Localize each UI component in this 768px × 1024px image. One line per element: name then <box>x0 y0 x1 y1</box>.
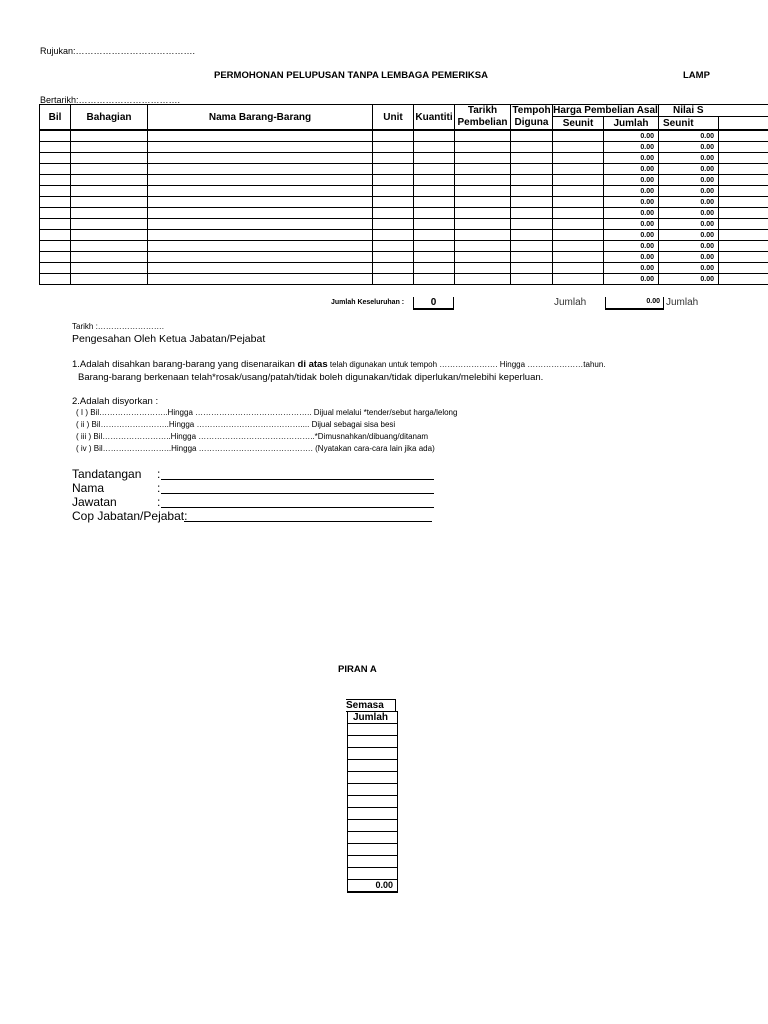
table-cell[interactable] <box>148 274 373 285</box>
table-cell[interactable] <box>148 263 373 274</box>
table-cell[interactable] <box>71 142 148 153</box>
table-cell[interactable] <box>511 175 553 186</box>
col-nama: Nama Barang-Barang <box>148 105 373 130</box>
table-row <box>40 252 768 263</box>
cell-seunit[interactable]: 0.00 <box>604 164 659 175</box>
table-cell[interactable] <box>414 208 455 219</box>
table-row <box>40 197 768 208</box>
table-row <box>348 796 398 808</box>
table-cell[interactable] <box>511 252 553 263</box>
table-cell[interactable] <box>71 131 148 142</box>
table-cell[interactable] <box>71 208 148 219</box>
table-cell[interactable] <box>455 241 511 252</box>
table-row <box>348 880 398 892</box>
table-cell[interactable] <box>373 153 414 164</box>
table-cell[interactable] <box>414 241 455 252</box>
table-cell[interactable] <box>553 186 604 197</box>
cell-jumlah[interactable]: 0.00 <box>659 175 719 186</box>
table-cell[interactable] <box>373 263 414 274</box>
cell-jumlah[interactable]: 0.00 <box>659 131 719 142</box>
cell-seunit[interactable]: 0.00 <box>604 219 659 230</box>
cell-jumlah[interactable]: 0.00 <box>659 230 719 241</box>
paragraph-1-line2: Barang-barang berkenaan telah*rosak/usang/patah/tidak boleh digunakan/tidak diperlukan/melebihi keperluan. <box>78 372 544 383</box>
table-cell[interactable] <box>148 241 373 252</box>
table-cell[interactable] <box>348 844 398 856</box>
col-nilai-seunit: Seunit <box>659 117 719 130</box>
table-cell[interactable] <box>511 230 553 241</box>
table-cell[interactable] <box>511 274 553 285</box>
table-cell[interactable] <box>71 219 148 230</box>
table-cell[interactable] <box>148 208 373 219</box>
col-harga-group: Harga Pembelian Asal <box>553 105 658 116</box>
table-cell[interactable] <box>455 263 511 274</box>
table-row <box>348 736 398 748</box>
table-cell[interactable] <box>719 197 768 208</box>
table-cell[interactable] <box>719 131 768 142</box>
table-cell[interactable] <box>553 175 604 186</box>
table-cell[interactable] <box>455 252 511 263</box>
cell-seunit[interactable]: 0.00 <box>604 131 659 142</box>
table-cell[interactable] <box>719 175 768 186</box>
table-cell[interactable] <box>40 274 71 285</box>
table-cell[interactable] <box>348 820 398 832</box>
table-row <box>40 164 768 175</box>
cell-jumlah[interactable]: 0.00 <box>659 208 719 219</box>
table-cell[interactable] <box>553 164 604 175</box>
table-cell[interactable] <box>348 784 398 796</box>
table-cell[interactable] <box>40 153 71 164</box>
kuantiti-total: 0 <box>413 297 454 310</box>
table-row <box>40 230 768 241</box>
table-cell[interactable] <box>148 164 373 175</box>
table-cell[interactable] <box>455 219 511 230</box>
table-cell[interactable] <box>148 252 373 263</box>
table-cell[interactable] <box>455 153 511 164</box>
table-cell[interactable] <box>455 230 511 241</box>
table-cell[interactable] <box>414 142 455 153</box>
table-cell[interactable] <box>455 274 511 285</box>
table-cell[interactable] <box>719 252 768 263</box>
table-cell[interactable] <box>348 868 398 880</box>
table-cell[interactable] <box>719 208 768 219</box>
cell-jumlah[interactable]: 0.00 <box>659 153 719 164</box>
jumlah-label-2: Jumlah <box>666 297 699 308</box>
table-cell[interactable] <box>71 241 148 252</box>
table-cell[interactable] <box>348 796 398 808</box>
table-cell[interactable] <box>553 197 604 208</box>
table-cell[interactable] <box>511 186 553 197</box>
table-row <box>40 142 768 153</box>
table-cell[interactable] <box>348 832 398 844</box>
table-cell[interactable] <box>71 153 148 164</box>
table-row <box>348 724 398 736</box>
table-cell[interactable] <box>719 274 768 285</box>
table-cell[interactable] <box>40 175 71 186</box>
table-cell[interactable] <box>348 856 398 868</box>
table-cell[interactable] <box>373 241 414 252</box>
table-row <box>348 772 398 784</box>
cell-jumlah[interactable]: 0.00 <box>659 252 719 263</box>
cell-seunit[interactable]: 0.00 <box>604 142 659 153</box>
cell-jumlah[interactable]: 0.00 <box>659 164 719 175</box>
page2-total[interactable]: 0.00 <box>348 880 398 892</box>
items-table-body <box>39 130 768 285</box>
table-cell[interactable] <box>373 142 414 153</box>
table-cell[interactable] <box>455 131 511 142</box>
paragraph-2: 2.Adalah disyorkan : <box>72 396 159 407</box>
table-cell[interactable] <box>373 186 414 197</box>
table-row <box>348 760 398 772</box>
table-cell[interactable] <box>455 142 511 153</box>
jawatan-colon: : <box>157 495 161 509</box>
table-cell[interactable] <box>414 274 455 285</box>
table-cell[interactable] <box>511 164 553 175</box>
cell-seunit[interactable]: 0.00 <box>604 263 659 274</box>
table-cell[interactable] <box>148 186 373 197</box>
cell-seunit[interactable]: 0.00 <box>604 241 659 252</box>
col-tarikh-line1: Tarikh <box>455 105 511 117</box>
table-row <box>40 153 768 164</box>
table-cell[interactable] <box>511 241 553 252</box>
table-cell[interactable] <box>71 274 148 285</box>
table-cell[interactable] <box>553 230 604 241</box>
table-cell[interactable] <box>511 131 553 142</box>
jawatan-line[interactable] <box>161 493 434 508</box>
table-cell[interactable] <box>373 175 414 186</box>
cop-label: Cop Jabatan/Pejabat: <box>72 509 188 523</box>
tarikh-field: Tarikh :……………………. <box>72 322 165 331</box>
table-row <box>348 820 398 832</box>
cell-seunit[interactable]: 0.00 <box>604 186 659 197</box>
table-cell[interactable] <box>40 263 71 274</box>
table-cell[interactable] <box>373 164 414 175</box>
table-cell[interactable] <box>40 208 71 219</box>
cell-jumlah[interactable]: 0.00 <box>659 219 719 230</box>
table-cell[interactable] <box>511 153 553 164</box>
table-cell[interactable] <box>40 164 71 175</box>
table-cell[interactable] <box>511 142 553 153</box>
table-cell[interactable] <box>40 186 71 197</box>
table-cell[interactable] <box>719 142 768 153</box>
table-cell[interactable] <box>414 252 455 263</box>
table-row <box>40 219 768 230</box>
col-kuantiti: Kuantiti <box>414 105 455 130</box>
jumlah-header[interactable]: Jumlah <box>348 712 398 724</box>
table-cell[interactable] <box>553 153 604 164</box>
cell-seunit[interactable]: 0.00 <box>604 197 659 208</box>
table-row <box>348 832 398 844</box>
table-cell[interactable] <box>719 241 768 252</box>
pengesahan-heading: Pengesahan Oleh Ketua Jabatan/Pejabat <box>72 333 266 345</box>
table-cell[interactable] <box>40 230 71 241</box>
table-cell[interactable] <box>373 219 414 230</box>
table-cell[interactable] <box>414 164 455 175</box>
table-cell[interactable] <box>414 230 455 241</box>
table-cell[interactable] <box>511 208 553 219</box>
table-cell[interactable] <box>373 197 414 208</box>
table-cell[interactable] <box>455 175 511 186</box>
table-cell[interactable] <box>148 131 373 142</box>
table-cell[interactable] <box>71 197 148 208</box>
recommendation-4: ( iv ) Bil……………………..Hingga ……………………………………. (Nyatakan cara-cara lain jika ada) <box>76 444 435 453</box>
table-cell[interactable] <box>348 724 398 736</box>
tandatangan-line[interactable] <box>161 465 434 480</box>
table-row <box>40 208 768 219</box>
table-cell[interactable] <box>373 208 414 219</box>
table-cell[interactable] <box>414 197 455 208</box>
cell-seunit[interactable]: 0.00 <box>604 252 659 263</box>
table-cell[interactable] <box>71 175 148 186</box>
table-cell[interactable] <box>148 197 373 208</box>
cell-seunit[interactable]: 0.00 <box>604 230 659 241</box>
jawatan-label: Jawatan <box>72 495 117 509</box>
table-cell[interactable] <box>414 131 455 142</box>
col-jumlah: Jumlah <box>604 117 659 130</box>
tandatangan-label: Tandatangan <box>72 467 142 481</box>
tandatangan-colon: : <box>157 467 161 481</box>
cell-jumlah[interactable]: 0.00 <box>659 241 719 252</box>
col-tempoh-line2: Diguna <box>511 117 553 130</box>
table-cell[interactable] <box>455 186 511 197</box>
col-unit: Unit <box>373 105 414 130</box>
items-table-header <box>39 104 768 130</box>
table-cell[interactable] <box>148 142 373 153</box>
table-row <box>40 175 768 186</box>
cell-seunit[interactable]: 0.00 <box>604 274 659 285</box>
semasa-header: Semasa <box>346 699 396 712</box>
recommendation-3: ( iii ) Bil……………………..Hingga ……………………………………..*Dimusnahkan/dibuang/ditanam <box>76 432 429 441</box>
table-cell[interactable] <box>553 252 604 263</box>
table-cell[interactable] <box>719 263 768 274</box>
table-cell[interactable] <box>455 197 511 208</box>
recommendation-1: ( I ) Bil……………………..Hingga …………………………………….. Dijual melalui *tender/sebut harga/lelong <box>76 408 458 417</box>
table-cell[interactable] <box>511 197 553 208</box>
page2-table <box>347 711 398 893</box>
jumlah-total: 0.00 <box>605 297 664 310</box>
col-seunit: Seunit <box>553 117 604 130</box>
table-row <box>348 808 398 820</box>
lampiran-label: LAMP <box>683 70 710 81</box>
col-nilai-group: Nilai S <box>659 105 768 117</box>
table-cell[interactable] <box>414 153 455 164</box>
table-cell[interactable] <box>373 252 414 263</box>
table-row <box>40 241 768 252</box>
table-cell[interactable] <box>373 274 414 285</box>
cop-line[interactable] <box>184 507 432 522</box>
form-title: PERMOHONAN PELUPUSAN TANPA LEMBAGA PEMERIKSA <box>214 70 488 81</box>
table-cell[interactable] <box>414 175 455 186</box>
cell-jumlah[interactable]: 0.00 <box>659 263 719 274</box>
table-cell[interactable] <box>40 142 71 153</box>
jumlah-label: Jumlah <box>554 297 587 308</box>
table-row <box>40 274 768 285</box>
table-cell[interactable] <box>40 219 71 230</box>
table-cell[interactable] <box>71 263 148 274</box>
nama-colon: : <box>157 481 161 495</box>
cell-jumlah[interactable]: 0.00 <box>659 142 719 153</box>
table-row <box>348 844 398 856</box>
table-cell[interactable] <box>148 175 373 186</box>
table-cell[interactable] <box>148 230 373 241</box>
table-cell[interactable] <box>553 142 604 153</box>
table-cell[interactable] <box>553 263 604 274</box>
table-cell[interactable] <box>148 153 373 164</box>
recommendation-2: ( ii ) Bil……………………..Hingga ………………………………….... Dijual sebagai sisa besi <box>76 420 396 429</box>
cell-seunit[interactable]: 0.00 <box>604 208 659 219</box>
table-cell[interactable] <box>719 230 768 241</box>
table-row <box>40 263 768 274</box>
col-bil: Bil <box>40 105 71 130</box>
cell-seunit[interactable]: 0.00 <box>604 175 659 186</box>
table-cell[interactable] <box>553 208 604 219</box>
table-cell[interactable] <box>40 131 71 142</box>
table-row <box>348 748 398 760</box>
table-cell[interactable] <box>348 748 398 760</box>
table-row <box>40 131 768 142</box>
table-cell[interactable] <box>719 219 768 230</box>
table-cell[interactable] <box>71 230 148 241</box>
table-cell[interactable] <box>553 241 604 252</box>
cell-seunit[interactable]: 0.00 <box>604 153 659 164</box>
nama-label: Nama <box>72 481 105 495</box>
lampiran-a-fragment: PIRAN A <box>338 664 377 675</box>
table-row <box>40 186 768 197</box>
paragraph-1: 1.Adalah disahkan barang-barang yang disenaraikan di atas telah digunakan untuk tempoh …………………. Hingga …………………tahun. <box>72 359 606 370</box>
table-cell[interactable] <box>348 760 398 772</box>
table-cell[interactable] <box>455 208 511 219</box>
table-cell[interactable] <box>373 131 414 142</box>
col-bahagian: Bahagian <box>71 105 148 130</box>
table-row <box>348 856 398 868</box>
table-cell[interactable] <box>455 164 511 175</box>
col-tempoh-line1: Tempoh <box>512 105 551 117</box>
jumlah-keseluruhan-label: Jumlah Keseluruhan : <box>331 299 405 306</box>
bertarikh-field: Bertarikh:……………………………. <box>40 95 181 105</box>
table-cell[interactable] <box>71 164 148 175</box>
table-cell[interactable] <box>148 219 373 230</box>
table-cell[interactable] <box>553 219 604 230</box>
table-cell[interactable] <box>40 197 71 208</box>
cell-jumlah[interactable]: 0.00 <box>659 197 719 208</box>
table-cell[interactable] <box>511 263 553 274</box>
table-cell[interactable] <box>348 736 398 748</box>
table-cell[interactable] <box>71 252 148 263</box>
table-row <box>348 712 398 724</box>
rujukan-field: Rujukan:…………………………………. <box>40 46 196 56</box>
table-cell[interactable] <box>414 263 455 274</box>
table-cell[interactable] <box>348 808 398 820</box>
nama-line[interactable] <box>161 479 434 494</box>
table-cell[interactable] <box>348 772 398 784</box>
table-cell[interactable] <box>553 274 604 285</box>
table-row <box>348 868 398 880</box>
col-tarikh-line2: Pembelian <box>455 117 511 130</box>
table-cell[interactable] <box>511 219 553 230</box>
table-cell[interactable] <box>719 186 768 197</box>
table-cell[interactable] <box>40 252 71 263</box>
table-cell[interactable] <box>71 186 148 197</box>
table-cell[interactable] <box>40 241 71 252</box>
table-cell[interactable] <box>719 153 768 164</box>
table-cell[interactable] <box>553 131 604 142</box>
table-cell[interactable] <box>414 186 455 197</box>
cell-jumlah[interactable]: 0.00 <box>659 186 719 197</box>
table-cell[interactable] <box>719 164 768 175</box>
table-cell[interactable] <box>414 219 455 230</box>
cell-jumlah[interactable]: 0.00 <box>659 274 719 285</box>
table-cell[interactable] <box>373 230 414 241</box>
table-row <box>348 784 398 796</box>
